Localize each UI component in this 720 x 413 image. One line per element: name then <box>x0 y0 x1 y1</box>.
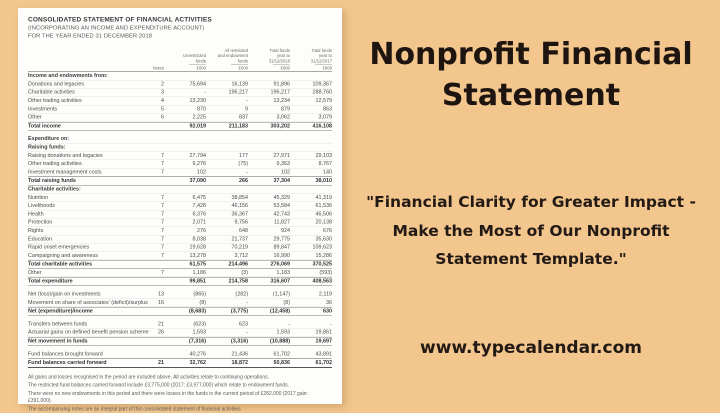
table-row: Rights 7 276 648 924 676 <box>28 227 332 234</box>
table-row: Health 7 6,376 36,367 42,743 46,506 <box>28 210 332 217</box>
amount-column-header: All restricted and endowment funds £000 <box>217 47 248 71</box>
table-row: Total expenditure 99,851 214,758 316,607 408,563 <box>28 278 332 285</box>
footnote-line: All gains and losses recognised in the period are included above. All activities relate to continuing operations. <box>28 374 269 380</box>
amount-column-header: Unrestricted funds £000 <box>183 53 206 71</box>
section-header-row: Raising funds: <box>28 143 332 151</box>
footnote-line: There were no new endowments in this period and there were losses in the funds in the current period of £282,000 (2017 gain: £391,000). <box>28 390 308 404</box>
table-rows <box>28 72 332 368</box>
section-header-row: Charitable activities: <box>28 185 332 193</box>
table-row: Nutrition 7 6,475 38,854 45,329 41,319 <box>28 194 332 201</box>
table-row: Donations and legacies 2 75,694 16,139 91,896 109,367 <box>28 80 332 87</box>
document-subtitle: (INCORPORATING AN INCOME AND EXPENDITURE ACCOUNT) <box>28 24 205 31</box>
table-row: Actuarial gains on defined benefit pension scheme 26 1,593 - 1,593 19,861 <box>28 329 332 336</box>
column-headers <box>28 48 332 72</box>
document-title: CONSOLIDATED STATEMENT OF FINANCIAL ACTIVITIES <box>28 15 212 23</box>
table-row: Total charitable activities 61,575 214,496 276,069 370,525 <box>28 261 332 268</box>
table-row: Movement on share of associates' (deficit)/surplus 16 (8) - (8) 36 <box>28 299 332 306</box>
promo-panel <box>342 0 720 404</box>
table-row: Protection 7 2,071 9,756 11,827 20,138 <box>28 219 332 226</box>
title-line-1: Nonprofit Financial <box>369 37 693 72</box>
table-row: Other trading activities 4 13,230 - 13,234 12,579 <box>28 97 332 104</box>
table-row: Rapid onset emergencies 7 19,628 70,219 89,847 109,623 <box>28 244 332 251</box>
table-row: Investments 5 870 9 879 863 <box>28 105 332 112</box>
amount-column-header: Total funds year to 31/12/2018 £000 <box>268 47 290 71</box>
table-row: Other 7 1,186 (3) 1,183 (593) <box>28 269 332 276</box>
section-header-row: Income and endowments from: <box>28 72 332 80</box>
footnotes <box>28 374 332 413</box>
table-row: Fund balances carried forward 21 32,762 18,872 50,836 61,702 <box>28 359 332 368</box>
footnote-line: The restricted fund balances carried forward include £3,775,000 (2017: £3,977,000) which relate to endowment funds. <box>28 382 289 389</box>
table-row: Fund balances brought forward 40,276 21,436 61,702 43,891 <box>28 350 332 357</box>
quote-line-1: "Financial Clarity for Greater Impact - <box>366 193 696 211</box>
financial-statement-document <box>18 8 342 412</box>
table-row: Raising donations and legacies 7 27,794 177 27,971 29,103 <box>28 152 332 159</box>
footnote-line: The accompanying notes are an integral part of this consolidated statement of financial activities. <box>28 406 243 412</box>
table-row: Net (expenditure)/income (8,683) (3,775) (12,458) 630 <box>28 308 332 315</box>
page-title <box>342 34 720 116</box>
document-period: FOR THE YEAR ENDED 31 DECEMBER 2018 <box>28 32 153 39</box>
table-row: Net movement in funds (7,316) (3,316) (10,888) 19,697 <box>28 338 332 345</box>
table-row: Net (loss)/gain on investments 13 (865) (282) (1,147) 2,119 <box>28 291 332 298</box>
notes-column-header: Notes <box>152 65 164 71</box>
table-row: Education 7 8,038 21,737 29,775 35,630 <box>28 235 332 242</box>
table-row: Campaigning and awareness 7 13,278 3,712 16,990 15,286 <box>28 252 332 259</box>
quote-line-2: Make the Most of Our Nonprofit <box>392 221 670 240</box>
table-row: Investment management costs 7 102 - 102 140 <box>28 168 332 175</box>
section-header-row: Expenditure on: <box>28 135 332 143</box>
table-row: Transfers between funds 21 (623) 623 - - <box>28 320 332 327</box>
website-url: www.typecalendar.com <box>420 338 642 358</box>
quote-line-3: Statement Template." <box>435 250 627 269</box>
table-row: Other 6 2,225 837 3,062 3,079 <box>28 114 332 121</box>
table-row: Livelihoods 7 7,428 46,156 53,584 61,536 <box>28 202 332 209</box>
table-row: Total raising funds 37,090 266 37,304 38,010 <box>28 177 332 184</box>
amount-column-header: Total funds year to 31/12/2017 £000 <box>310 47 332 71</box>
title-line-2: Statement <box>441 78 621 114</box>
table-row: Charitable activities 3 - 196,217 196,217 288,760 <box>28 89 332 96</box>
table-row: Total income 92,019 211,183 303,202 416,108 <box>28 122 332 129</box>
tagline-quote <box>362 188 700 274</box>
table-row: Other trading activities 7 9,276 (75) 9,363 8,767 <box>28 160 332 167</box>
